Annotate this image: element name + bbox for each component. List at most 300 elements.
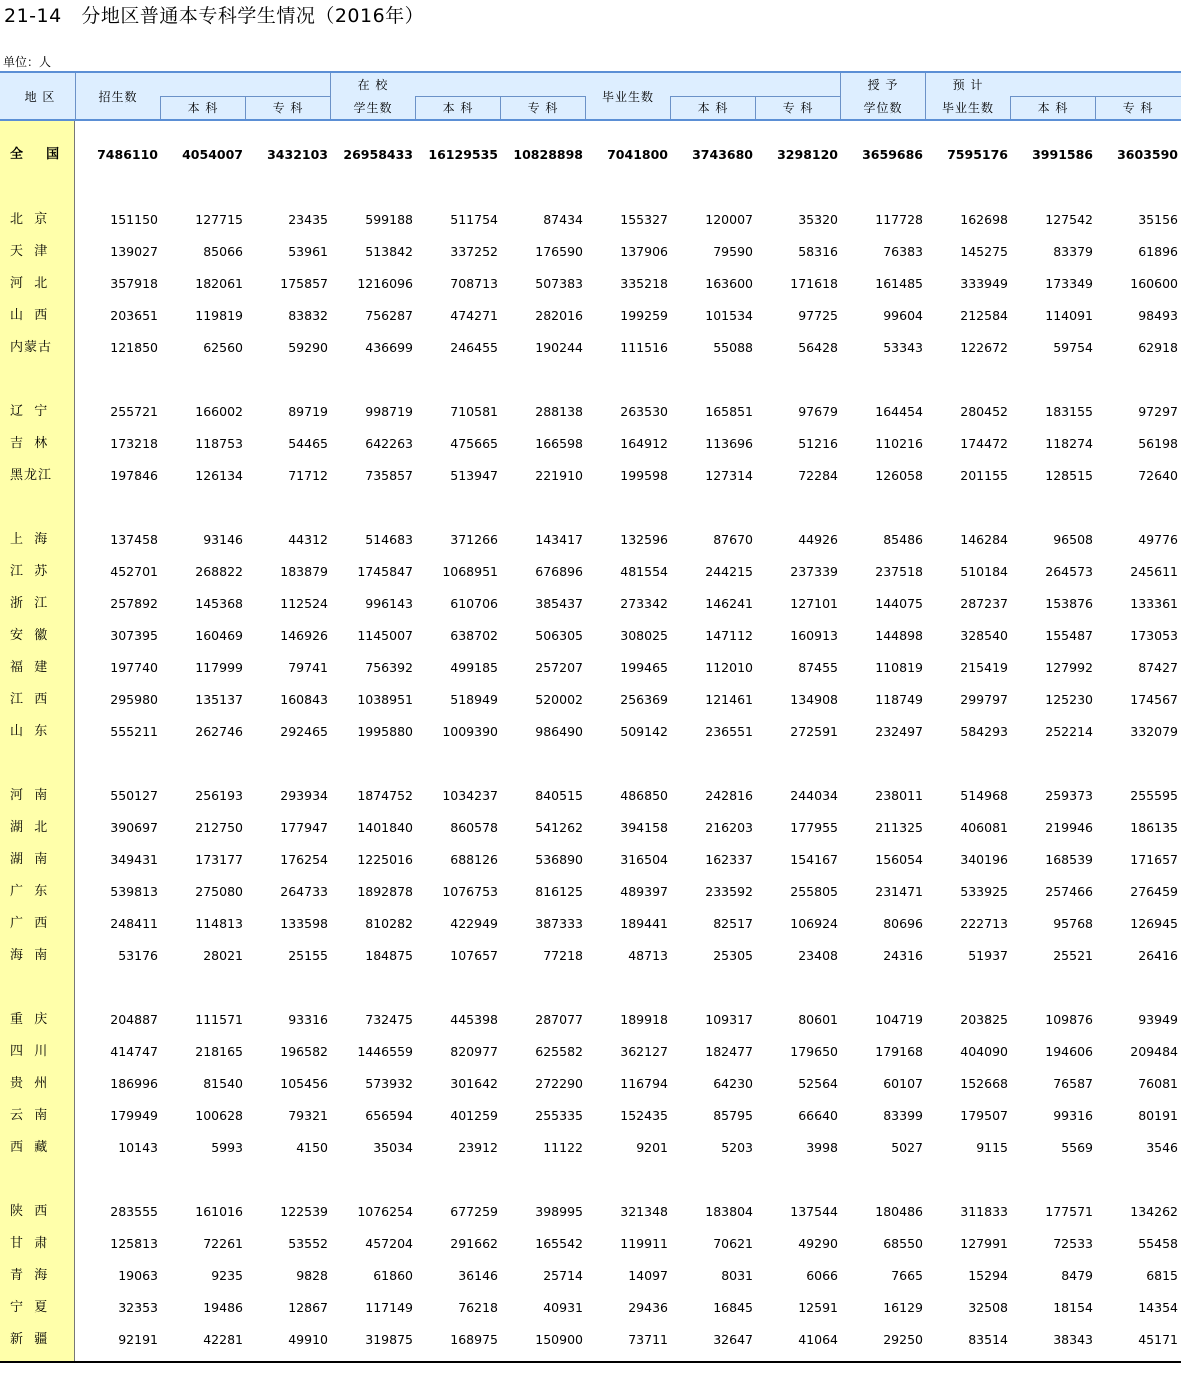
- table-cell: 119819: [195, 308, 243, 323]
- table-cell: 452701: [110, 564, 158, 579]
- region-name: 安 徽: [10, 628, 49, 643]
- table-cell: 263530: [620, 404, 668, 419]
- region-name: 山 东: [10, 724, 49, 739]
- table-cell: 237339: [790, 564, 838, 579]
- table-cell: 36146: [458, 1268, 498, 1283]
- table-cell: 10828898: [513, 147, 583, 162]
- region-name: 贵 州: [10, 1076, 49, 1091]
- region-name: 甘 肃: [10, 1236, 49, 1251]
- table-cell: 8479: [1061, 1268, 1093, 1283]
- table-cell: 126945: [1130, 916, 1178, 931]
- table-cell: 26958433: [343, 147, 413, 162]
- table-cell: 642263: [365, 436, 413, 451]
- table-cell: 189918: [620, 1012, 668, 1027]
- table-cell: 126058: [875, 468, 923, 483]
- table-cell: 186135: [1130, 820, 1178, 835]
- table-cell: 49290: [798, 1236, 838, 1251]
- table-cell: 127314: [705, 468, 753, 483]
- table-cell: 177947: [280, 820, 328, 835]
- table-cell: 756287: [365, 308, 413, 323]
- table-cell: 1745847: [357, 564, 413, 579]
- table-cell: 25305: [713, 948, 753, 963]
- table-cell: 625582: [535, 1044, 583, 1059]
- table-cell: 732475: [365, 1012, 413, 1027]
- region-name: 山 西: [10, 308, 49, 323]
- table-cell: 272290: [535, 1076, 583, 1091]
- table-cell: 252214: [1045, 724, 1093, 739]
- table-cell: 145368: [195, 596, 243, 611]
- table-cell: 51216: [798, 436, 838, 451]
- table-cell: 5993: [211, 1140, 243, 1155]
- table-cell: 401259: [450, 1108, 498, 1123]
- table-cell: 111516: [620, 340, 668, 355]
- table-cell: 177571: [1045, 1204, 1093, 1219]
- table-cell: 79321: [288, 1108, 328, 1123]
- table-cell: 256193: [195, 788, 243, 803]
- table-cell: 85486: [883, 532, 923, 547]
- table-cell: 7665: [891, 1268, 923, 1283]
- table-cell: 9201: [636, 1140, 668, 1155]
- table-cell: 513947: [450, 468, 498, 483]
- table-cell: 292465: [280, 724, 328, 739]
- table-cell: 144075: [875, 596, 923, 611]
- table-cell: 255595: [1130, 788, 1178, 803]
- table-cell: 154167: [790, 852, 838, 867]
- table-cell: 209484: [1130, 1044, 1178, 1059]
- table-cell: 12591: [798, 1300, 838, 1315]
- table-cell: 133361: [1130, 596, 1178, 611]
- table-cell: 219946: [1045, 820, 1093, 835]
- table-cell: 510184: [960, 564, 1008, 579]
- table-cell: 216203: [705, 820, 753, 835]
- table-cell: 83514: [968, 1332, 1008, 1347]
- table-cell: 996143: [365, 596, 413, 611]
- table-cell: 362127: [620, 1044, 668, 1059]
- table-cell: 137544: [790, 1204, 838, 1219]
- table-cell: 9115: [976, 1140, 1008, 1155]
- region-name: 吉 林: [10, 436, 49, 451]
- header-grad-zk: 专 科: [782, 101, 814, 115]
- table-cell: 146241: [705, 596, 753, 611]
- region-name: 四 川: [10, 1044, 49, 1059]
- table-cell: 337252: [450, 244, 498, 259]
- region-name: 广 西: [10, 916, 49, 931]
- table-cell: 1995880: [357, 724, 413, 739]
- table-cell: 87427: [1138, 660, 1178, 675]
- table-cell: 203825: [960, 1012, 1008, 1027]
- table-cell: 52564: [798, 1076, 838, 1091]
- table-cell: 156054: [875, 852, 923, 867]
- table-cell: 3298120: [777, 147, 838, 162]
- table-cell: 19486: [203, 1300, 243, 1315]
- region-name: 重 庆: [10, 1012, 49, 1027]
- table-cell: 1034237: [442, 788, 498, 803]
- table-cell: 16129535: [428, 147, 498, 162]
- table-cell: 110216: [875, 436, 923, 451]
- table-cell: 255805: [790, 884, 838, 899]
- table-cell: 280452: [960, 404, 1008, 419]
- table-cell: 51937: [968, 948, 1008, 963]
- table-cell: 236551: [705, 724, 753, 739]
- header-enroll: 招生数: [98, 90, 138, 104]
- region-name: 内蒙古: [10, 340, 53, 355]
- table-cell: 211325: [875, 820, 923, 835]
- header-expect-bottom: 毕业生数: [941, 101, 995, 115]
- table-cell: 1401840: [357, 820, 413, 835]
- table-cell: 160843: [280, 692, 328, 707]
- table-cell: 3432103: [267, 147, 328, 162]
- table-cell: 536890: [535, 852, 583, 867]
- table-cell: 173349: [1045, 276, 1093, 291]
- header-school-bk: 本 科: [442, 101, 474, 115]
- table-cell: 111571: [195, 1012, 243, 1027]
- table-cell: 176254: [280, 852, 328, 867]
- table-cell: 139027: [110, 244, 158, 259]
- table-cell: 183879: [280, 564, 328, 579]
- table-cell: 114813: [195, 916, 243, 931]
- table-cell: 201155: [960, 468, 1008, 483]
- table-cell: 231471: [875, 884, 923, 899]
- table-cell: 385437: [535, 596, 583, 611]
- table-cell: 83399: [883, 1108, 923, 1123]
- table-cell: 127992: [1045, 660, 1093, 675]
- table-cell: 153876: [1045, 596, 1093, 611]
- table-cell: 89719: [288, 404, 328, 419]
- table-cell: 282016: [535, 308, 583, 323]
- table-cell: 70621: [713, 1236, 753, 1251]
- header-region: 地 区: [24, 90, 56, 104]
- table-cell: 109317: [705, 1012, 753, 1027]
- table-cell: 118274: [1045, 436, 1093, 451]
- table-cell: 24316: [883, 948, 923, 963]
- table-cell: 332079: [1130, 724, 1178, 739]
- table-cell: 394158: [620, 820, 668, 835]
- table-cell: 509142: [620, 724, 668, 739]
- table-cell: 507383: [535, 276, 583, 291]
- table-cell: 264573: [1045, 564, 1093, 579]
- table-cell: 179650: [790, 1044, 838, 1059]
- table-cell: 61860: [373, 1268, 413, 1283]
- table-cell: 1068951: [442, 564, 498, 579]
- table-cell: 25155: [288, 948, 328, 963]
- table-cell: 62918: [1138, 340, 1178, 355]
- table-cell: 340196: [960, 852, 1008, 867]
- table-cell: 19063: [118, 1268, 158, 1283]
- table-cell: 335218: [620, 276, 668, 291]
- table-cell: 3991586: [1032, 147, 1093, 162]
- table-cell: 514683: [365, 532, 413, 547]
- table-cell: 174472: [960, 436, 1008, 451]
- table-cell: 610706: [450, 596, 498, 611]
- table-cell: 164912: [620, 436, 668, 451]
- table-cell: 87434: [543, 212, 583, 227]
- table-cell: 273342: [620, 596, 668, 611]
- region-name: 海 南: [10, 948, 49, 963]
- table-cell: 117728: [875, 212, 923, 227]
- table-cell: 137906: [620, 244, 668, 259]
- table-cell: 166598: [535, 436, 583, 451]
- table-cell: 3659686: [862, 147, 923, 162]
- table-cell: 12867: [288, 1300, 328, 1315]
- table-cell: 32508: [968, 1300, 1008, 1315]
- table-cell: 29250: [883, 1332, 923, 1347]
- region-name: 黑龙江: [10, 468, 53, 483]
- table-cell: 390697: [110, 820, 158, 835]
- table-cell: 295980: [110, 692, 158, 707]
- table-cell: 125813: [110, 1236, 158, 1251]
- table-header: [0, 71, 1181, 121]
- table-cell: 710581: [450, 404, 498, 419]
- table-cell: 222713: [960, 916, 1008, 931]
- table-cell: 161485: [875, 276, 923, 291]
- table-cell: 120007: [705, 212, 753, 227]
- table-cell: 116794: [620, 1076, 668, 1091]
- table-cell: 244034: [790, 788, 838, 803]
- table-cell: 287077: [535, 1012, 583, 1027]
- table-cell: 677259: [450, 1204, 498, 1219]
- table-cell: 171657: [1130, 852, 1178, 867]
- region-name: 西 藏: [10, 1140, 49, 1155]
- table-cell: 486850: [620, 788, 668, 803]
- table-cell: 308025: [620, 628, 668, 643]
- table-cell: 1216096: [357, 276, 413, 291]
- region-name: 云 南: [10, 1108, 49, 1123]
- table-cell: 144898: [875, 628, 923, 643]
- header-school-zk: 专 科: [527, 101, 559, 115]
- table-cell: 257207: [535, 660, 583, 675]
- table-cell: 137458: [110, 532, 158, 547]
- table-cell: 14097: [628, 1268, 668, 1283]
- table-cell: 28021: [203, 948, 243, 963]
- table-cell: 257466: [1045, 884, 1093, 899]
- table-cell: 59290: [288, 340, 328, 355]
- table-cell: 474271: [450, 308, 498, 323]
- table-cell: 6066: [806, 1268, 838, 1283]
- table-cell: 5569: [1061, 1140, 1093, 1155]
- table-cell: 1874752: [357, 788, 413, 803]
- table-cell: 162337: [705, 852, 753, 867]
- table-cell: 299797: [960, 692, 1008, 707]
- table-cell: 29436: [628, 1300, 668, 1315]
- table-cell: 3603590: [1117, 147, 1178, 162]
- table-cell: 160600: [1130, 276, 1178, 291]
- table-cell: 810282: [365, 916, 413, 931]
- region-name: 北 京: [10, 212, 49, 227]
- table-cell: 183155: [1045, 404, 1093, 419]
- table-cell: 168975: [450, 1332, 498, 1347]
- table-cell: 82517: [713, 916, 753, 931]
- table-cell: 199259: [620, 308, 668, 323]
- table-cell: 272591: [790, 724, 838, 739]
- table-cell: 189441: [620, 916, 668, 931]
- table-cell: 520002: [535, 692, 583, 707]
- table-cell: 3743680: [692, 147, 753, 162]
- table-cell: 161016: [195, 1204, 243, 1219]
- table-cell: 288138: [535, 404, 583, 419]
- table-cell: 164454: [875, 404, 923, 419]
- header-grad: 毕业生数: [601, 90, 655, 104]
- table-cell: 101534: [705, 308, 753, 323]
- table-cell: 122672: [960, 340, 1008, 355]
- table-cell: 238011: [875, 788, 923, 803]
- table-cell: 445398: [450, 1012, 498, 1027]
- table-cell: 150900: [535, 1332, 583, 1347]
- table-cell: 481554: [620, 564, 668, 579]
- table-cell: 436699: [365, 340, 413, 355]
- table-cell: 162698: [960, 212, 1008, 227]
- table-cell: 18154: [1053, 1300, 1093, 1315]
- region-name: 陕 西: [10, 1204, 49, 1219]
- table-cell: 135137: [195, 692, 243, 707]
- table-cell: 1009390: [442, 724, 498, 739]
- table-cell: 10143: [118, 1140, 158, 1155]
- table-bottom-rule: [0, 1361, 1181, 1363]
- table-cell: 100628: [195, 1108, 243, 1123]
- table-cell: 127101: [790, 596, 838, 611]
- table-cell: 133598: [280, 916, 328, 931]
- table-cell: 155327: [620, 212, 668, 227]
- table-cell: 114091: [1045, 308, 1093, 323]
- table-cell: 68550: [883, 1236, 923, 1251]
- table-cell: 76081: [1138, 1076, 1178, 1091]
- table-cell: 23435: [288, 212, 328, 227]
- table-cell: 307395: [110, 628, 158, 643]
- table-cell: 55088: [713, 340, 753, 355]
- table-cell: 287237: [960, 596, 1008, 611]
- table-cell: 1076254: [357, 1204, 413, 1219]
- table-cell: 107657: [450, 948, 498, 963]
- table-cell: 5027: [891, 1140, 923, 1155]
- region-name: 辽 宁: [10, 404, 49, 419]
- table-cell: 708713: [450, 276, 498, 291]
- table-cell: 53343: [883, 340, 923, 355]
- table-cell: 599188: [365, 212, 413, 227]
- table-cell: 53961: [288, 244, 328, 259]
- table-cell: 98493: [1138, 308, 1178, 323]
- table-cell: 293934: [280, 788, 328, 803]
- table-cell: 152435: [620, 1108, 668, 1123]
- table-cell: 143417: [535, 532, 583, 547]
- table-cell: 85795: [713, 1108, 753, 1123]
- table-cell: 518949: [450, 692, 498, 707]
- table-cell: 25714: [543, 1268, 583, 1283]
- unit-label: 单位：人: [3, 55, 52, 69]
- region-name: 全 国: [10, 147, 61, 162]
- table-cell: 106924: [790, 916, 838, 931]
- table-cell: 56428: [798, 340, 838, 355]
- header-enroll-bk: 本 科: [187, 101, 219, 115]
- region-name: 湖 南: [10, 852, 49, 867]
- table-cell: 676896: [535, 564, 583, 579]
- table-cell: 255335: [535, 1108, 583, 1123]
- table-cell: 255721: [110, 404, 158, 419]
- table-cell: 127542: [1045, 212, 1093, 227]
- table-cell: 35320: [798, 212, 838, 227]
- table-cell: 404090: [960, 1044, 1008, 1059]
- table-cell: 248411: [110, 916, 158, 931]
- table-cell: 125230: [1045, 692, 1093, 707]
- table-cell: 262746: [195, 724, 243, 739]
- table-cell: 25521: [1053, 948, 1093, 963]
- table-cell: 499185: [450, 660, 498, 675]
- table-cell: 1892878: [357, 884, 413, 899]
- table-cell: 3546: [1146, 1140, 1178, 1155]
- header-expect-top: 预 计: [952, 78, 984, 92]
- table-cell: 539813: [110, 884, 158, 899]
- table-cell: 218165: [195, 1044, 243, 1059]
- table-cell: 44926: [798, 532, 838, 547]
- table-cell: 128515: [1045, 468, 1093, 483]
- table-cell: 5203: [721, 1140, 753, 1155]
- table-cell: 7595176: [947, 147, 1008, 162]
- table-cell: 35034: [373, 1140, 413, 1155]
- table-cell: 59754: [1053, 340, 1093, 355]
- table-cell: 190244: [535, 340, 583, 355]
- table-cell: 96508: [1053, 532, 1093, 547]
- table-cell: 126134: [195, 468, 243, 483]
- table-cell: 246455: [450, 340, 498, 355]
- table-cell: 475665: [450, 436, 498, 451]
- table-cell: 349431: [110, 852, 158, 867]
- table-cell: 55458: [1138, 1236, 1178, 1251]
- table-cell: 64230: [713, 1076, 753, 1091]
- table-cell: 80696: [883, 916, 923, 931]
- table-cell: 816125: [535, 884, 583, 899]
- table-cell: 237518: [875, 564, 923, 579]
- table-cell: 1225016: [357, 852, 413, 867]
- table-cell: 146284: [960, 532, 1008, 547]
- table-cell: 77218: [543, 948, 583, 963]
- page-title: 21-14 分地区普通本专科学生情况（2016年）: [4, 5, 425, 27]
- table-cell: 104719: [875, 1012, 923, 1027]
- table-cell: 197740: [110, 660, 158, 675]
- table-cell: 196582: [280, 1044, 328, 1059]
- table-cell: 328540: [960, 628, 1008, 643]
- table-cell: 7041800: [607, 147, 668, 162]
- table-cell: 203651: [110, 308, 158, 323]
- table-cell: 1145007: [357, 628, 413, 643]
- table-cell: 49776: [1138, 532, 1178, 547]
- table-cell: 16845: [713, 1300, 753, 1315]
- region-name: 江 西: [10, 692, 49, 707]
- table-cell: 514968: [960, 788, 1008, 803]
- table-cell: 38343: [1053, 1332, 1093, 1347]
- table-cell: 233592: [705, 884, 753, 899]
- table-cell: 182061: [195, 276, 243, 291]
- table-cell: 301642: [450, 1076, 498, 1091]
- table-cell: 60107: [883, 1076, 923, 1091]
- region-name: 广 东: [10, 884, 49, 899]
- table-cell: 212584: [960, 308, 1008, 323]
- table-cell: 121461: [705, 692, 753, 707]
- table-cell: 92191: [118, 1332, 158, 1347]
- table-cell: 32647: [713, 1332, 753, 1347]
- table-cell: 160469: [195, 628, 243, 643]
- table-cell: 215419: [960, 660, 1008, 675]
- table-cell: 1076753: [442, 884, 498, 899]
- header-enroll-zk: 专 科: [272, 101, 304, 115]
- table-cell: 160913: [790, 628, 838, 643]
- table-cell: 180486: [875, 1204, 923, 1219]
- table-cell: 42281: [203, 1332, 243, 1347]
- table-cell: 93949: [1138, 1012, 1178, 1027]
- table-cell: 76587: [1053, 1076, 1093, 1091]
- table-cell: 398995: [535, 1204, 583, 1219]
- table-cell: 119911: [620, 1236, 668, 1251]
- table-cell: 165851: [705, 404, 753, 419]
- table-cell: 9235: [211, 1268, 243, 1283]
- table-cell: 316504: [620, 852, 668, 867]
